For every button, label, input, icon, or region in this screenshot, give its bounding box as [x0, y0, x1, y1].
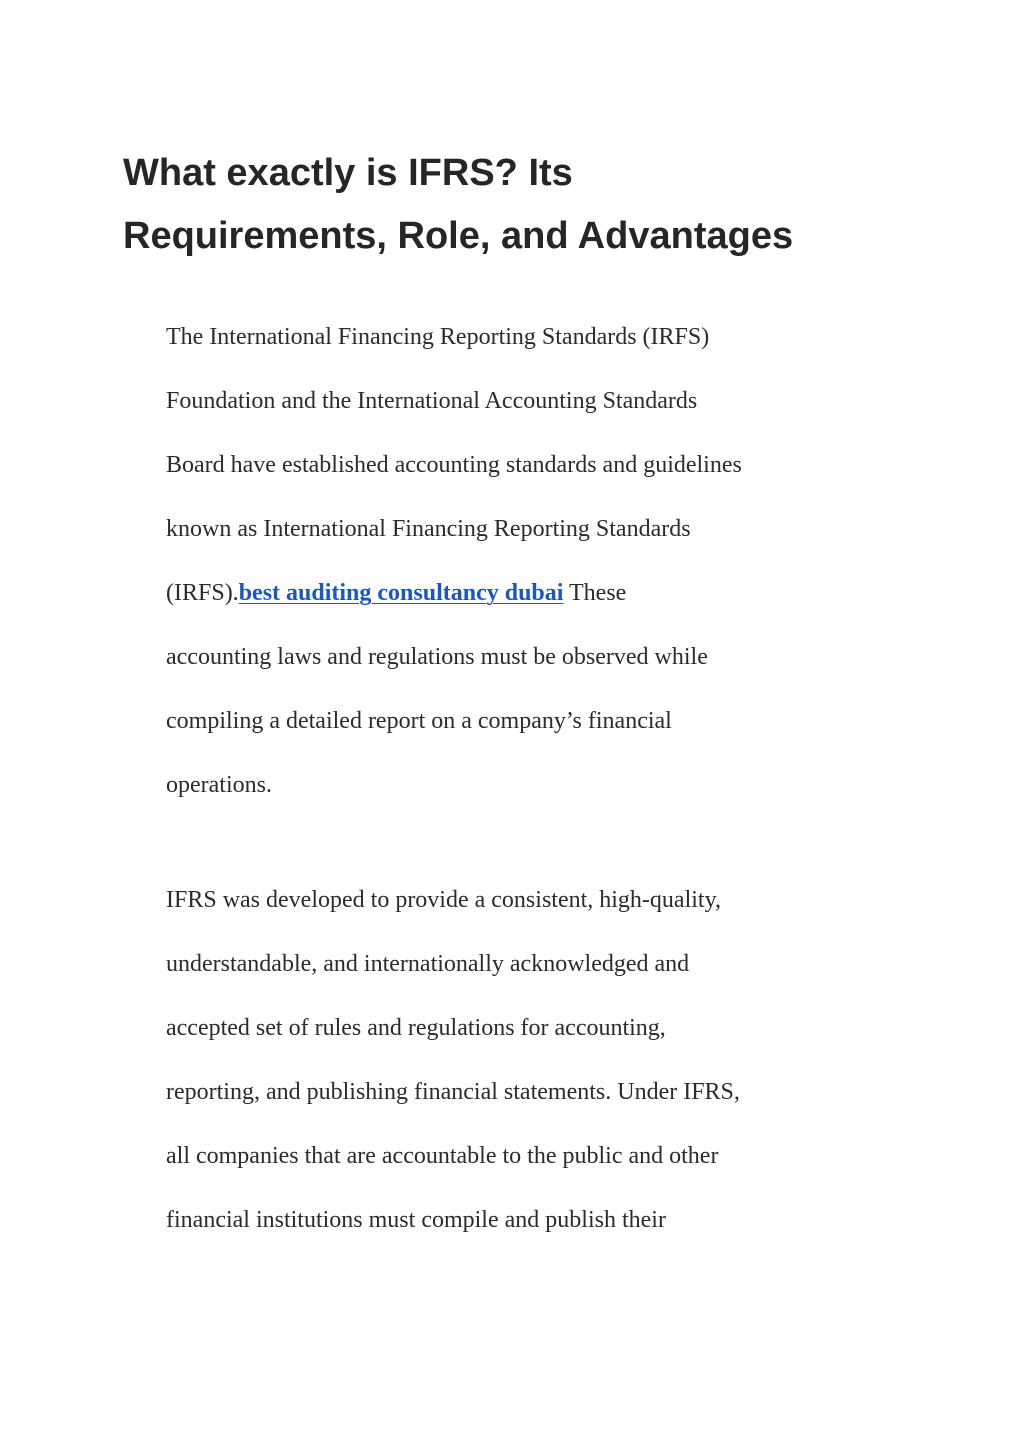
paragraph-line: accepted set of rules and regulations for accounting, — [166, 1015, 666, 1041]
article-title — [123, 142, 923, 268]
title-line: What exactly is IFRS? Its — [123, 152, 573, 194]
paragraph-intro — [166, 305, 886, 817]
paragraph-line: operations. — [166, 772, 272, 798]
line-suffix-text: These — [563, 580, 627, 606]
paragraph-ifrs-purpose — [166, 868, 886, 1252]
paragraph-line: all companies that are accountable to the public and other — [166, 1143, 719, 1169]
paragraph-line: The International Financing Reporting Standards (IRFS) — [166, 324, 710, 350]
paragraph-line: compiling a detailed report on a company’s financial — [166, 708, 672, 734]
paragraph-line: accounting laws and regulations must be observed while — [166, 644, 708, 670]
paragraph-line: Board have established accounting standards and guidelines — [166, 452, 742, 478]
paragraph-line: financial institutions must compile and publish their — [166, 1207, 666, 1233]
paragraph-line-with-link — [166, 561, 886, 625]
auditing-consultancy-link[interactable]: best auditing consultancy dubai — [238, 580, 564, 606]
paragraph-line: reporting, and publishing financial statements. Under IFRS, — [166, 1079, 740, 1105]
paragraph-line: understandable, and internationally acknowledged and — [166, 951, 690, 977]
line-prefix-text: (IRFS). — [166, 580, 239, 606]
paragraph-line: known as International Financing Reporting Standards — [166, 516, 691, 542]
paragraph-line: Foundation and the International Accounting Standards — [166, 388, 698, 414]
title-line: Requirements, Role, and Advantages — [123, 215, 794, 257]
paragraph-line: IFRS was developed to provide a consistent, high-quality, — [166, 887, 722, 913]
